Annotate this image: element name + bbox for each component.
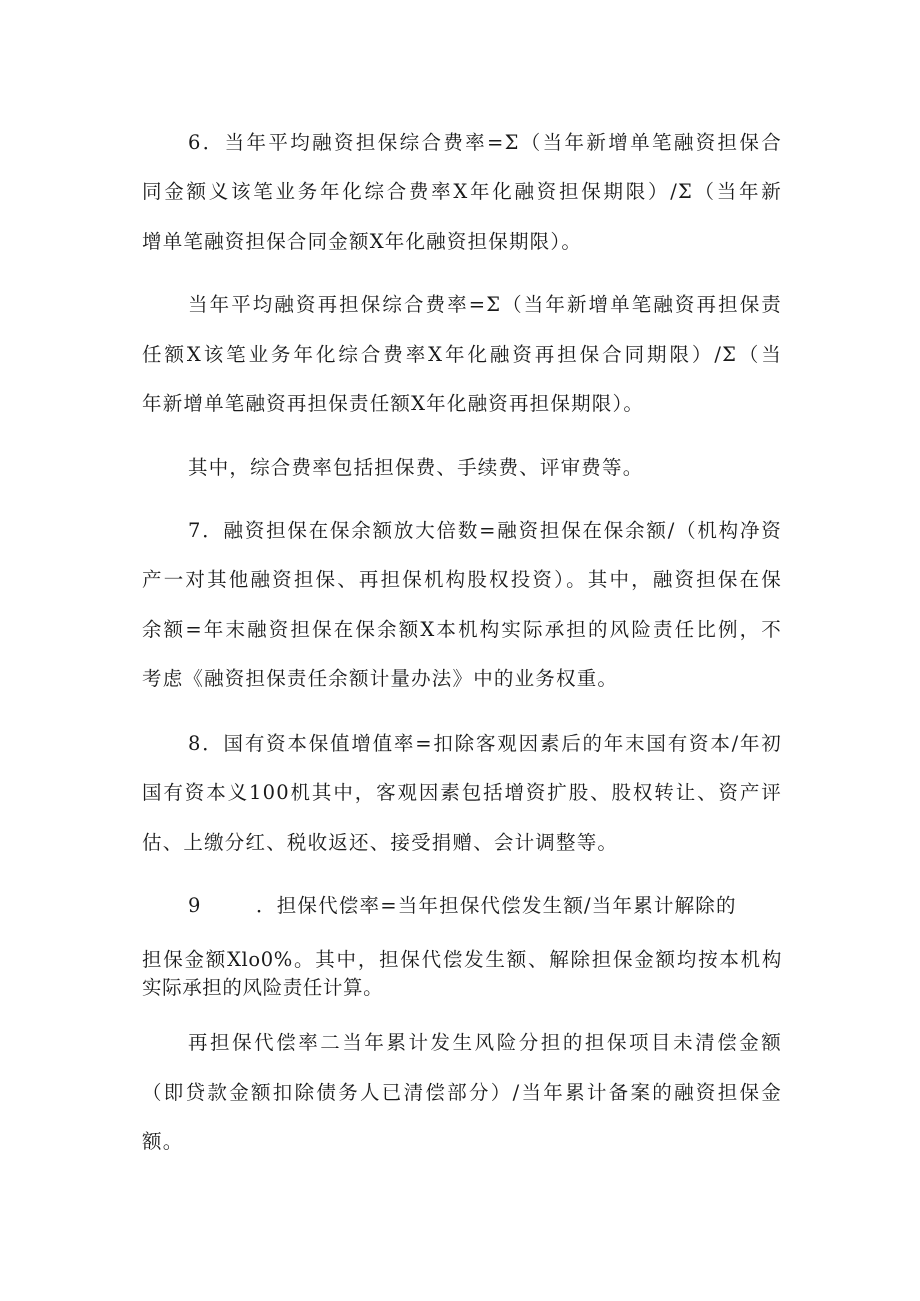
- item-6-line-1: 6．当年平均融资担保综合费率=Σ（当年新增单笔融资担保合: [188, 131, 782, 154]
- item-9-line-3: 实际承担的风险责任计算。: [142, 976, 384, 999]
- item-7-line-3: 余额=年末融资担保在保余额X本机构实际承担的风险责任比例，不: [142, 618, 782, 641]
- item-9-line-2: 担保金额Xlo0%。其中，担保代偿发生额、解除担保金额均按本机构: [142, 948, 782, 971]
- reguarantee-rate-line-1: 当年平均融资再担保综合费率=Σ（当年新增单笔融资再担保责: [188, 293, 782, 316]
- item-8-line-2: 国有资本义100机其中，客观因素包括增资扩股、股权转让、资产评: [142, 781, 782, 804]
- item-6-line-2: 同金额义该笔业务年化综合费率X年化融资担保期限）/Σ（当年新: [142, 180, 782, 203]
- reguarantee-rate-line-3: 年新增单笔融资再担保责任额X年化融资再担保期限）。: [142, 392, 645, 415]
- item-6-line-3: 增单笔融资担保合同金额X年化融资担保期限）。: [142, 230, 583, 253]
- item-8-line-3: 估、上缴分红、税收返还、接受捐赠、会计调整等。: [142, 831, 619, 854]
- item-7-line-1: 7．融资担保在保余额放大倍数=融资担保在保余额/（机构净资: [188, 519, 782, 542]
- reguarantee-rate-line-2: 任额X该笔业务年化综合费率X年化融资再担保合同期限）/Σ（当: [142, 343, 782, 366]
- fee-note: 其中，综合费率包括担保费、手续费、评审费等。: [188, 456, 644, 479]
- reguarantee-compensation-line-2: （即贷款金额扣除债务人已清偿部分）/当年累计备案的融资担保金: [142, 1081, 782, 1104]
- reguarantee-compensation-line-1: 再担保代偿率二当年累计发生风险分担的担保项目未清偿金额: [188, 1031, 782, 1054]
- item-9-line-1: ．担保代偿率=当年担保代偿发生额/当年累计解除的: [256, 894, 737, 917]
- reguarantee-compensation-line-3: 额。: [142, 1130, 184, 1153]
- item-9-number: 9: [188, 894, 202, 917]
- item-7-line-2: 产一对其他融资担保、再担保机构股权投资）。其中，融资担保在保: [142, 568, 782, 591]
- item-8-line-1: 8．国有资本保值增值率=扣除客观因素后的年末国有资本/年初: [188, 732, 782, 755]
- item-7-line-4: 考虑《融资担保责任余额计量办法》中的业务权重。: [142, 667, 619, 690]
